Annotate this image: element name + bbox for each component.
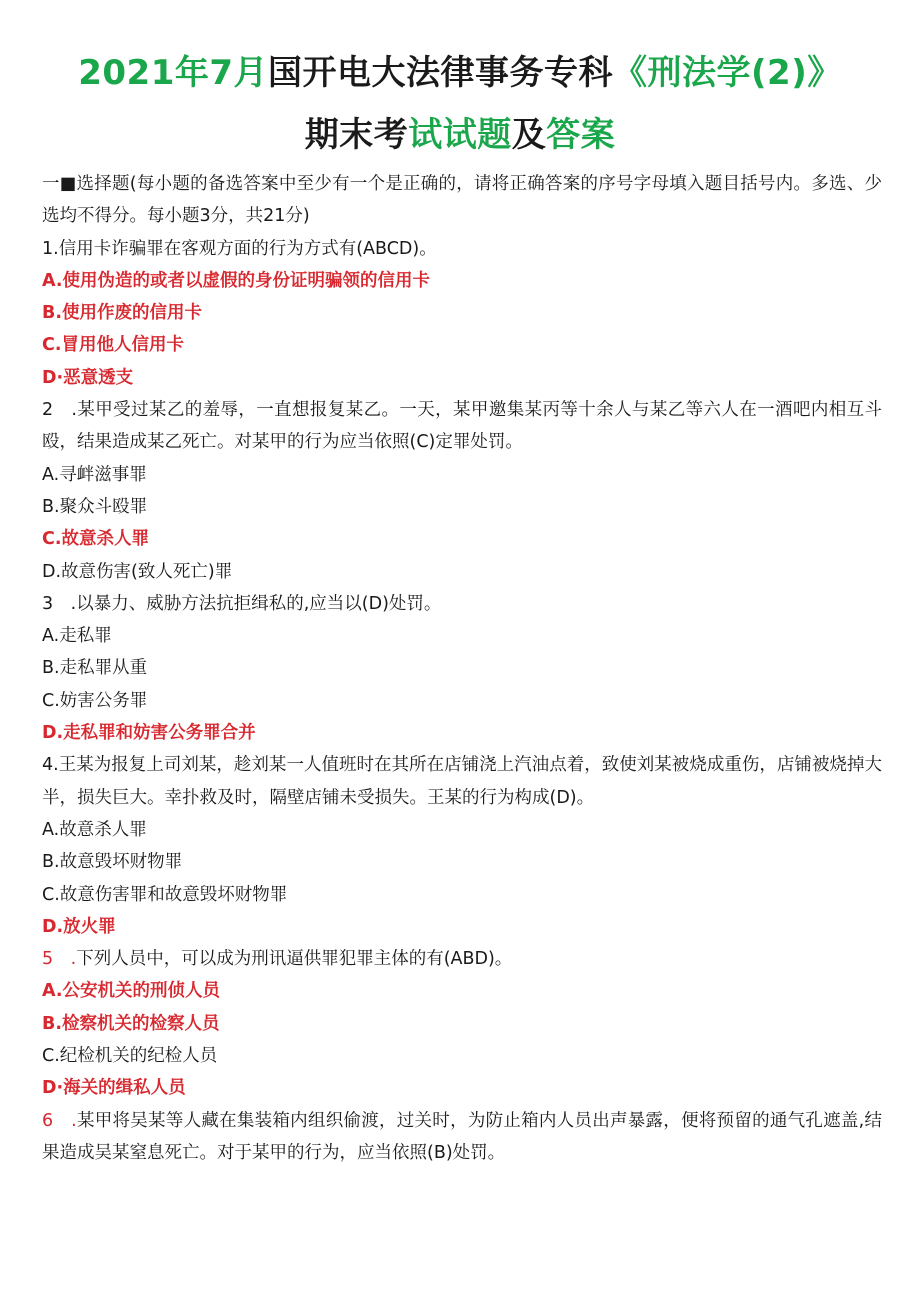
answer-option-correct: D.走私罪和妨害公务罪合并 [42,723,256,744]
title-part-4: 答案 [546,115,616,155]
answer-option: C.故意伤害罪和故意毁坏财物罪 [42,884,288,905]
answer-option: B.故意毁坏财物罪 [42,852,183,873]
title-line-1 [0,48,920,98]
answer-option-correct: C.故意杀人罪 [42,529,149,550]
answer-option-correct: D.放火罪 [42,916,116,937]
title-part-3: 及 [511,115,547,155]
question-text: 王某为报复上司刘某，趁刘某一人值班时在其所在店铺浇上汽油点着，致使刘某被烧成重伤，店铺被烧掉大半，损失巨大。幸扑救及时，隔壁店铺未受损失。王某的行为构成(D)。 [42,755,882,808]
answer-option: B.聚众斗殴罪 [42,496,148,517]
question-text: 以暴力、威胁方法抗拒缉私的,应当以(D)处罚。 [76,593,442,614]
answer-option: B.走私罪从重 [42,658,148,679]
question-stem [42,1105,882,1170]
question-number: 1. [42,238,59,259]
answer-option-correct: C.冒用他人信用卡 [42,335,184,356]
question-stem [42,233,882,265]
answer-option: A.寻衅滋事罪 [42,464,147,485]
title-part-2: 试试题 [408,115,512,155]
answer-option: D.故意伤害(致人死亡)罪 [42,561,233,582]
answer-option-correct: A.公安机关的刑侦人员 [42,981,221,1002]
title-institution: 国开电大法律事务专科 [268,53,614,93]
question-stem [42,943,882,975]
question-number: 6 . [42,1110,77,1131]
answer-option-correct: A.使用伪造的或者以虚假的身份证明骗领的信用卡 [42,270,431,291]
title-line-2 [0,110,920,160]
question-list [42,233,882,1170]
question-stem [42,749,882,814]
answer-option: C.妨害公务罪 [42,690,148,711]
question-stem [42,588,882,620]
question-number: 4. [42,755,59,776]
question-number: 2 . [42,400,77,421]
answer-option: C.纪检机关的纪检人员 [42,1046,218,1067]
answer-option-correct: D·海关的缉私人员 [42,1078,186,1099]
question-number: 5 . [42,949,77,970]
question-text: 某甲受过某乙的羞辱，一直想报复某乙。一天，某甲邀集某丙等十余人与某乙等六人在一酒吧内相互斗殴，结果造成某乙死亡。对某甲的行为应当依照(C)定罪处罚。 [42,400,882,453]
answer-option: A.故意杀人罪 [42,819,147,840]
question-text: 信用卡诈骗罪在客观方面的行为方式有(ABCD)。 [58,238,437,259]
question-stem [42,394,882,459]
title-course: 《刑法学(2)》 [613,53,842,93]
title-part-1: 期末考 [304,115,409,155]
title-date: 2021年7月 [78,53,269,93]
question-text: 下列人员中，可以成为刑讯逼供罪犯罪主体的有(ABD)。 [76,949,513,970]
answer-option: A.走私罪 [42,626,112,647]
answer-option-correct: B.使用作废的信用卡 [42,303,202,324]
question-text: 某甲将吴某等人藏在集装箱内组织偷渡，过关时，为防止箱内人员出声暴露，便将预留的通气孔遮盖,结果造成吴某窒息死亡。对于某甲的行为，应当依照(B)处罚。 [42,1110,882,1163]
exam-content [42,168,882,1169]
answer-option-correct: D·恶意透支 [42,367,134,388]
question-number: 3 . [42,593,77,614]
section-header: 一■选择题(每小题的备选答案中至少有一个是正确的，请将正确答案的序号字母填入题目括号内。多选、少选均不得分。每小题3分，共21分) [42,174,882,227]
answer-option-correct: B.检察机关的检察人员 [42,1013,220,1034]
